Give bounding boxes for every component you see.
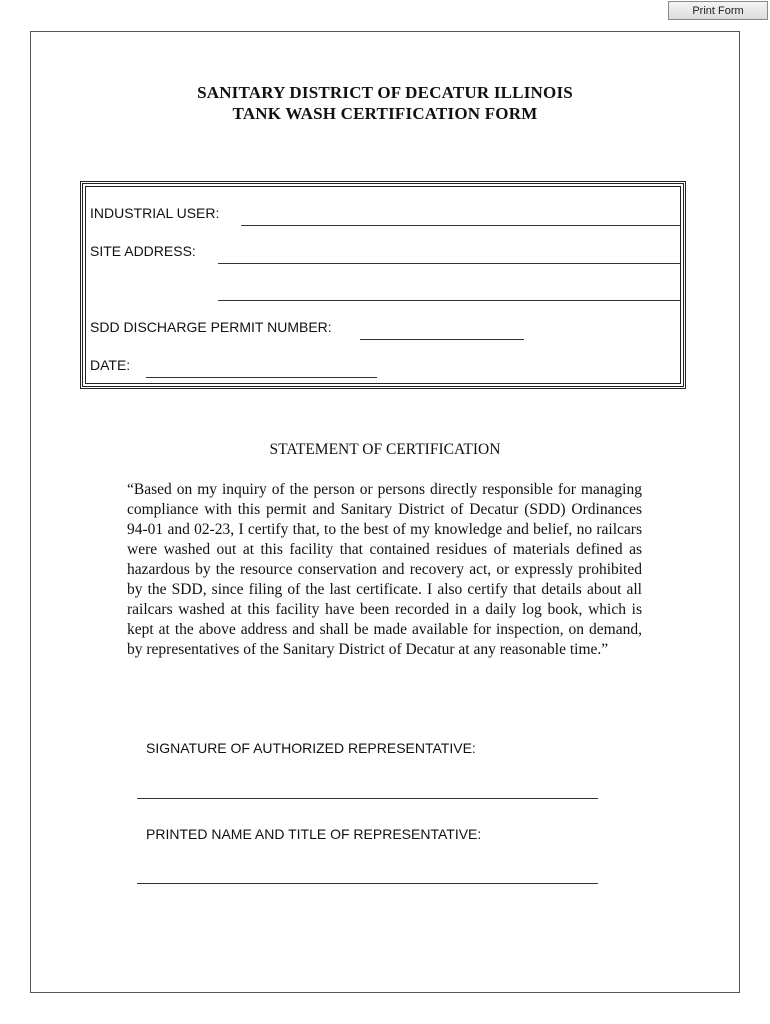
permit-number-field[interactable] — [360, 339, 524, 340]
signature-label: SIGNATURE OF AUTHORIZED REPRESENTATIVE: — [146, 740, 476, 756]
permit-number-label: SDD DISCHARGE PERMIT NUMBER: — [90, 319, 332, 335]
date-label: DATE: — [90, 357, 131, 373]
printed-name-field[interactable] — [137, 883, 598, 884]
certification-statement: “Based on my inquiry of the person or persons directly responsible for managing compliance with this permit and Sanitary District of Decatur (SDD) Ordinances 94-01 and 02-23, I certify that, to the best of my knowledge and belief, no railcars were washed out at this facility that contained residues of materials defined as hazardous by the resource conservation and recovery act, or expressly prohibited by the SDD, since filing of the last certificate. I also certify that details about all railcars washed at this facility have been recorded in a daily log book, which is kept at the above address and shall be made available for inspection, on demand, by representatives of the Sanitary District of Decatur at any reasonable time.” — [127, 481, 642, 658]
printed-name-label: PRINTED NAME AND TITLE OF REPRESENTATIVE: — [146, 826, 482, 842]
site-address-label: SITE ADDRESS: — [90, 243, 196, 259]
site-address-field-line2[interactable] — [218, 300, 681, 301]
date-field[interactable] — [146, 377, 377, 378]
form-title-line2: TANK WASH CERTIFICATION FORM — [232, 104, 538, 123]
site-address-field[interactable] — [218, 263, 681, 264]
form-title-line1: SANITARY DISTRICT OF DECATUR ILLINOIS — [197, 83, 573, 102]
industrial-user-label: INDUSTRIAL USER: — [90, 205, 220, 221]
statement-heading: STATEMENT OF CERTIFICATION — [269, 441, 501, 458]
print-form-button[interactable]: Print Form — [668, 1, 768, 20]
signature-field[interactable] — [137, 798, 598, 799]
industrial-user-field[interactable] — [241, 225, 681, 226]
